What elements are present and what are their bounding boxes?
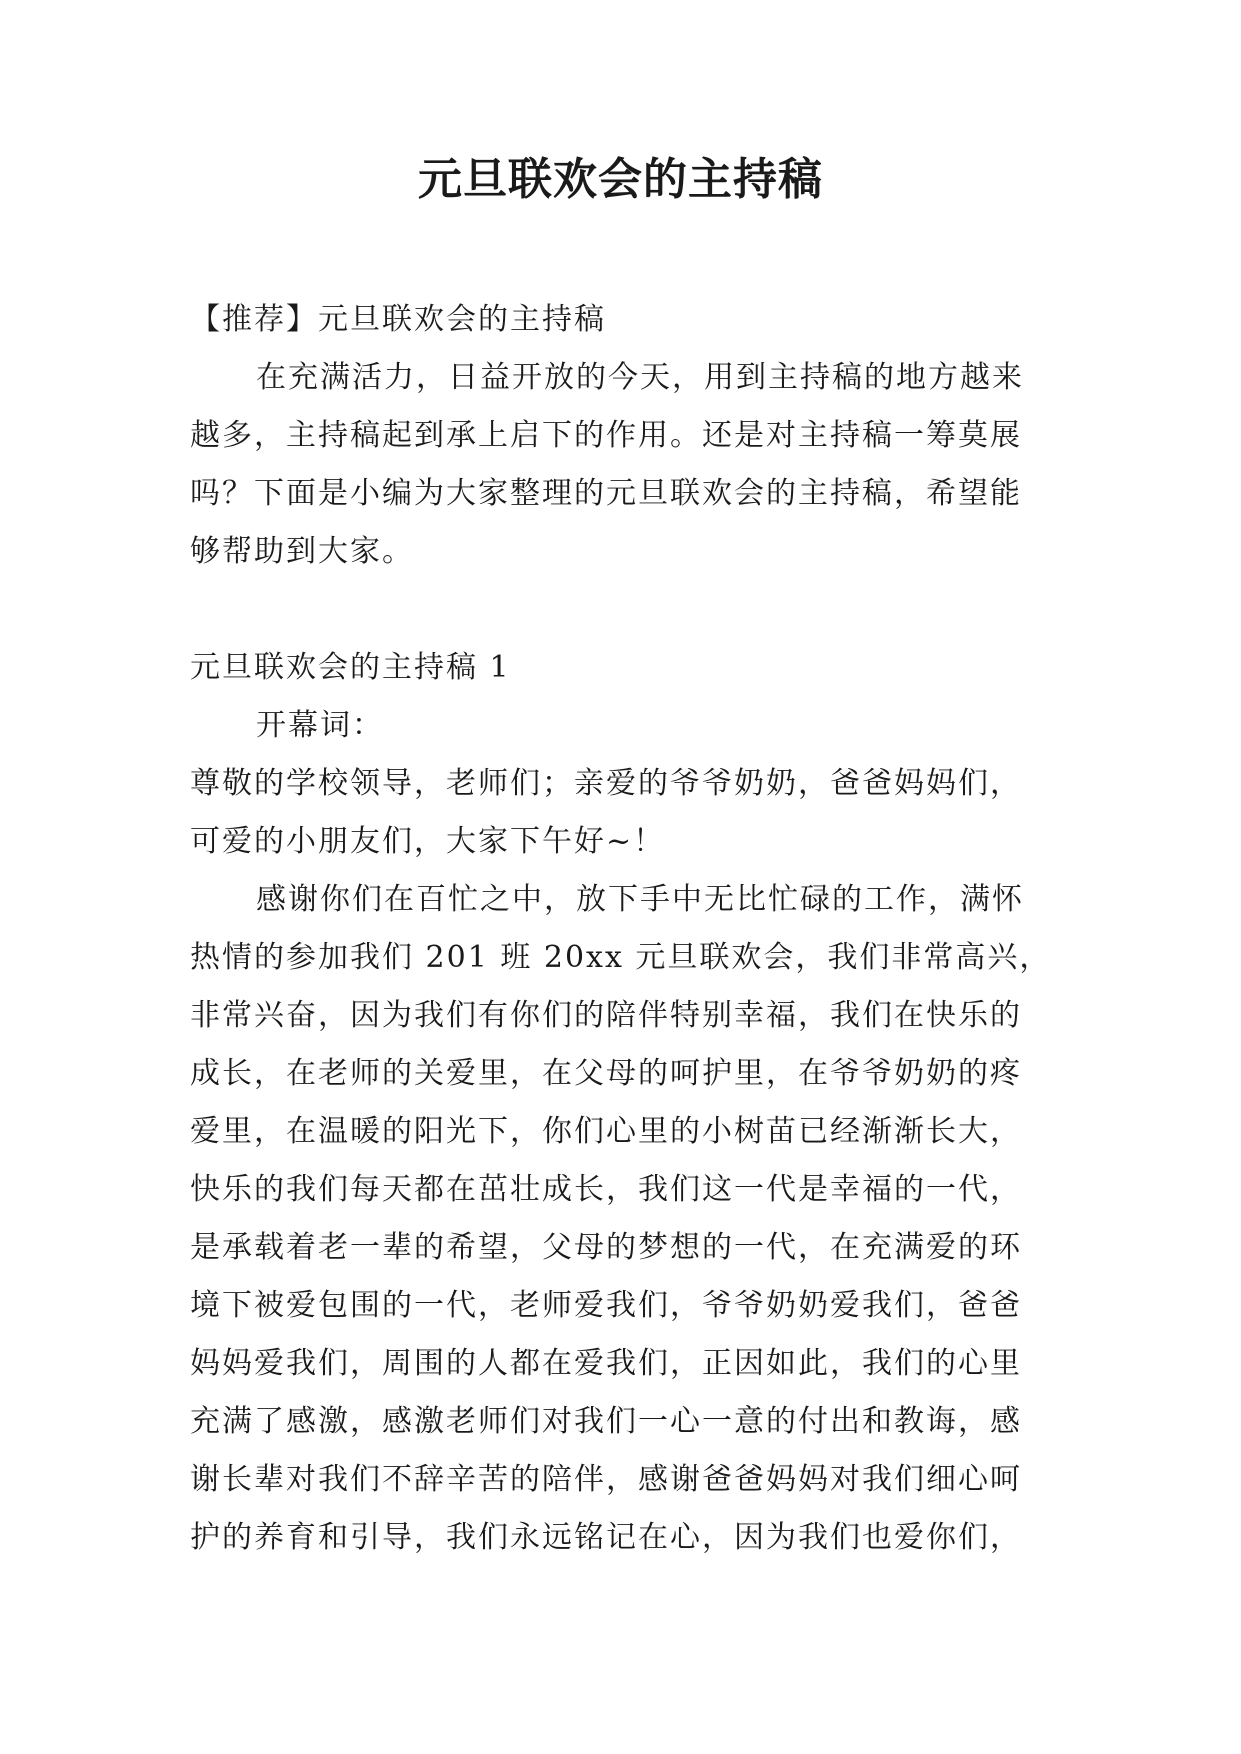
intro-line-4: 够帮助到大家。 (190, 534, 414, 569)
recommend-heading: 【推荐】元旦联欢会的主持稿 (190, 302, 606, 337)
intro-line-2: 越多，主持稿起到承上启下的作用。还是对主持稿一筹莫展 (190, 418, 1022, 453)
intro-line-3: 吗？下面是小编为大家整理的元旦联欢会的主持稿，希望能 (190, 476, 1022, 511)
greeting-line-2: 可爱的小朋友们，大家下午好~！ (190, 824, 666, 859)
body-line-12: 护的养育和引导，我们永远铭记在心，因为我们也爱你们， (190, 1520, 1022, 1555)
body-line-1: 感谢你们在百忙之中，放下手中无比忙碌的工作，满怀 (256, 882, 1024, 917)
intro-line-1: 在充满活力，日益开放的今天，用到主持稿的地方越来 (256, 360, 1024, 395)
body-line-5: 爱里，在温暖的阳光下，你们心里的小树苗已经渐渐长大， (190, 1114, 1022, 1149)
body-line-2: 热情的参加我们 201 班 20xx 元旦联欢会，我们非常高兴， (190, 940, 1052, 975)
body-line-7: 是承载着老一辈的希望，父母的梦想的一代，在充满爱的环 (190, 1230, 1022, 1265)
body-line-4: 成长，在老师的关爱里，在父母的呵护里，在爷爷奶奶的疼 (190, 1056, 1022, 1091)
body-line-9: 妈妈爱我们，周围的人都在爱我们，正因如此，我们的心里 (190, 1346, 1022, 1381)
body-line-3: 非常兴奋，因为我们有你们的陪伴特别幸福，我们在快乐的 (190, 998, 1022, 1033)
greeting-line-1: 尊敬的学校领导，老师们；亲爱的爷爷奶奶，爸爸妈妈们， (190, 766, 1022, 801)
body-line-6: 快乐的我们每天都在茁壮成长，我们这一代是幸福的一代， (190, 1172, 1022, 1207)
document-title: 元旦联欢会的主持稿 (418, 154, 823, 205)
opening-label: 开幕词： (256, 708, 384, 743)
body-line-8: 境下被爱包围的一代，老师爱我们，爷爷奶奶爱我们，爸爸 (190, 1288, 1022, 1323)
body-line-10: 充满了感激，感激老师们对我们一心一意的付出和教诲，感 (190, 1404, 1022, 1439)
body-line-11: 谢长辈对我们不辞辛苦的陪伴，感谢爸爸妈妈对我们细心呵 (190, 1462, 1022, 1497)
section-heading-1: 元旦联欢会的主持稿 1 (190, 650, 511, 685)
